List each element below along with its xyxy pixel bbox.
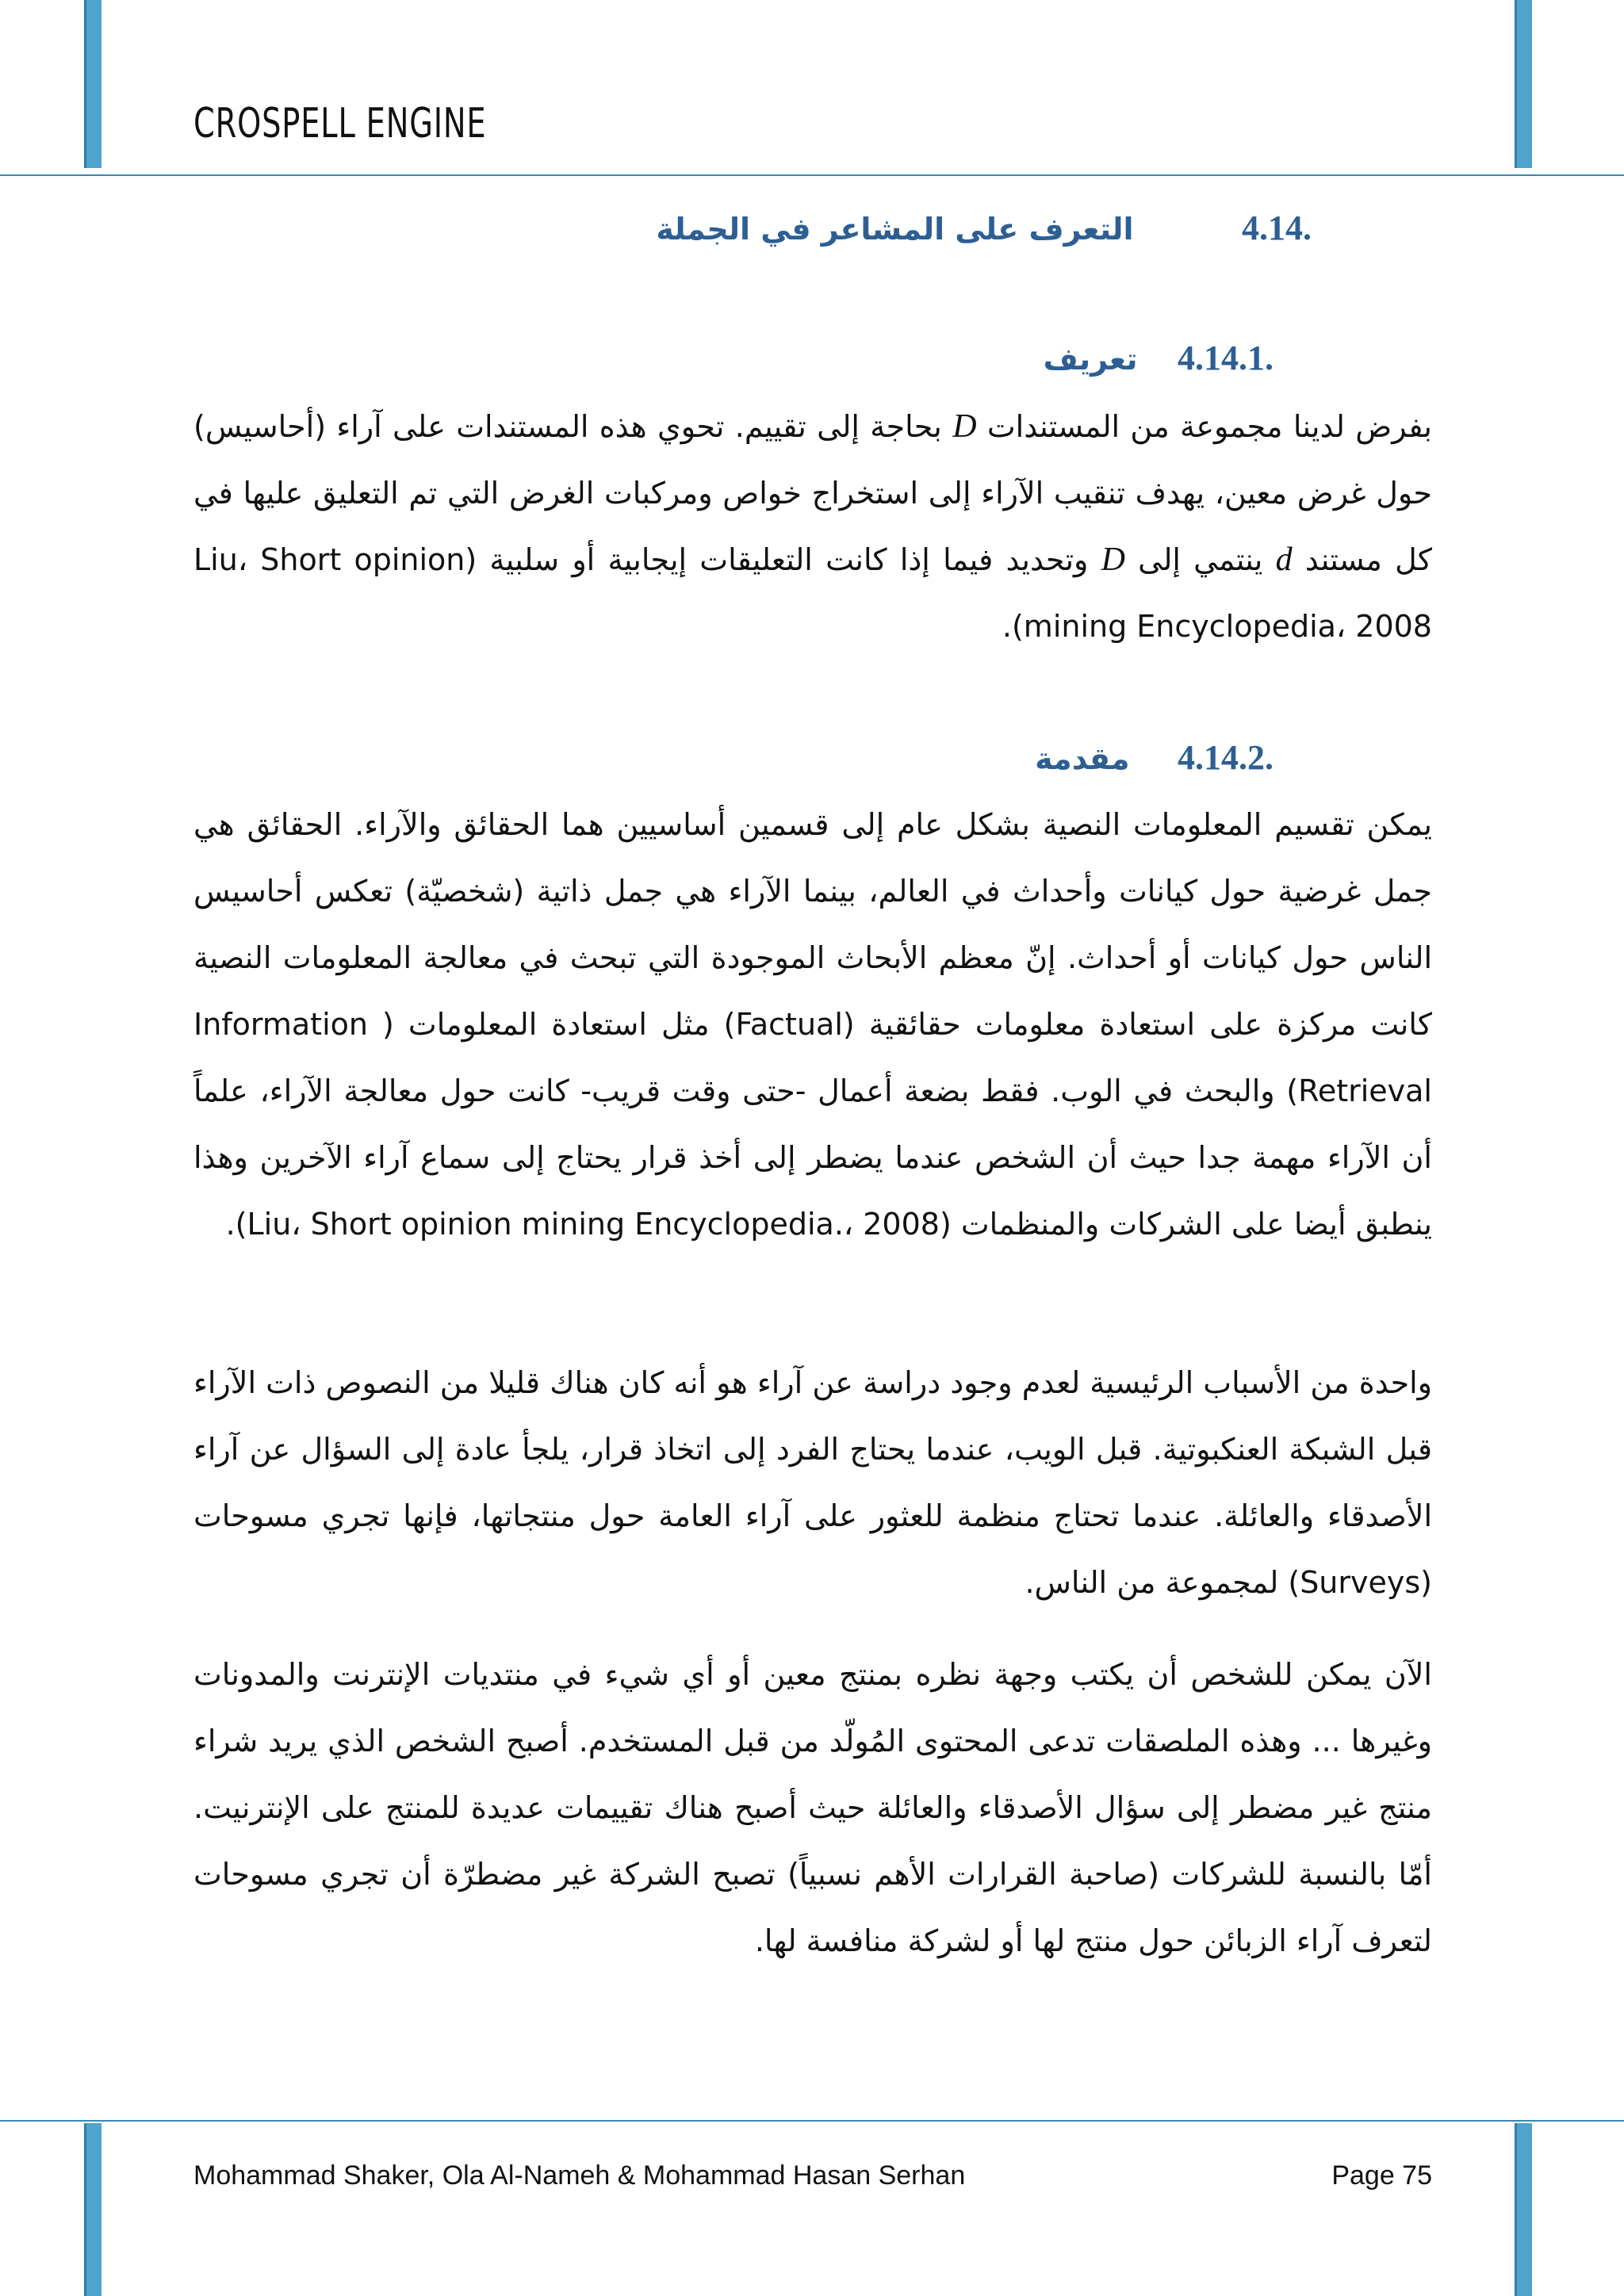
subsection2-title: مقدمة [1035,741,1130,776]
subsection1-heading [1044,338,1274,378]
definition-text-1: بفرض لدينا مجموعة من المستندات [986,409,1432,444]
var-D-1: D [952,408,977,445]
intro-paragraph-1 [193,791,1432,1257]
intro-text-3: الآن يمكن للشخص أن يكتب وجهة نظره بمنتج معين أو أي شيء في منتديات الإنترنت والمدونات وغيرها ... وهذه الملصقات تدعى المحتوى المُولّد من قبل المستخدم. أصبح الشخص الذي يريد شراء منتج غير مضطر إلى سؤال الأصدقاء والعائلة حيث أصبح هناك تقييمات عديدة للمنتج على الإنترنيت. أمّا بالنسبة للشركات (صاحبة القرارات الأهم نسبياً) تصبح الشركة غير مضطرّة أن تجري مسوحات لتعرف آراء الزبائن حول منتج لها أو لشركة منافسة لها. [193,1657,1432,1958]
footer-authors: Mohammad Shaker, Ola Al-Nameh & Mohammad Hasan Serhan [193,2160,966,2191]
section-heading [656,208,1312,248]
subsection2-number: 4.14.2. [1178,738,1274,777]
intro-text-2: واحدة من الأسباب الرئيسية لعدم وجود دراسة عن آراء هو أنه كان هناك قليلا من النصوص ذات الآراء قبل الشبكة العنكبوتية. قبل الويب، عندما يحتاج الفرد إلى اتخاذ قرار، يلجأ عادة إلى السؤال عن آراء الأصدقاء والعائلة. عندما تحتاج منظمة للعثور على آراء العامة حول منتجاتها، فإنها تجري مسوحات (Surveys) لمجموعة من الناس. [193,1365,1432,1600]
definition-text-3: ينتمي إلى [1138,542,1263,577]
subsection1-title: تعريف [1043,342,1138,377]
header-right-bar [1515,0,1532,168]
definition-text-4: وتحديد فيما إذا كانت التعليقات إيجابية أو سلبية (Liu، Short opinion mining Encyclopedia، 2008). [193,542,1432,644]
header-left-bar [84,0,102,168]
header-title: CROSPELL ENGINE [193,100,487,147]
subsection1-number: 4.14.1. [1178,339,1274,377]
var-D-2: D [1101,541,1125,578]
var-d: d [1275,541,1293,578]
footer-right-bar [1515,2123,1532,2296]
header-rule [0,174,1624,176]
footer-left-bar [84,2123,102,2296]
footer-page-number: Page 75 [1331,2160,1432,2191]
section-title: التعرف على المشاعر في الجملة [656,212,1134,247]
section-number: 4.14. [1242,209,1312,247]
definition-paragraph [193,393,1432,660]
footer-rule [0,2120,1624,2122]
definition-text-2: بحاجة إلى تقييم. تحوي هذه المستندات على آراء (أحاسيس) حول غرض معين، يهدف تنقيب الآراء إلى استخراج خواص ومركبات الغرض التي تم التعليق عليها في كل مستند [193,409,1432,577]
intro-text-1: يمكن تقسيم المعلومات النصية بشكل عام إلى قسمين أساسيين هما الحقائق والآراء. الحقائق هي جمل غرضية حول كيانات وأحداث في العالم، بينما الآراء هي جمل ذاتية (شخصيّة) تعكس أحاسيس الناس حول كيانات أو أحداث. إنّ معظم الأبحاث الموجودة التي تبحث في معالجة المعلومات النصية كانت مركزة على استعادة معلومات حقائقية (Factual) مثل استعادة المعلومات ( Information Retrieval) والبحث في الوب. فقط بضعة أعمال -حتى وقت قريب- كانت حول معالجة الآراء، علماً أن الآراء مهمة جدا حيث أن الشخص عندما يضطر إلى أخذ قرار يحتاج إلى سماع آراء الآخرين وهذا ينطبق أيضا على الشركات والمنظمات (Liu، Short opinion mining Encyclopedia.، 2008). [193,807,1432,1242]
intro-paragraph-3 [193,1641,1432,1974]
intro-paragraph-2 [193,1349,1432,1616]
subsection2-heading [1035,737,1274,778]
